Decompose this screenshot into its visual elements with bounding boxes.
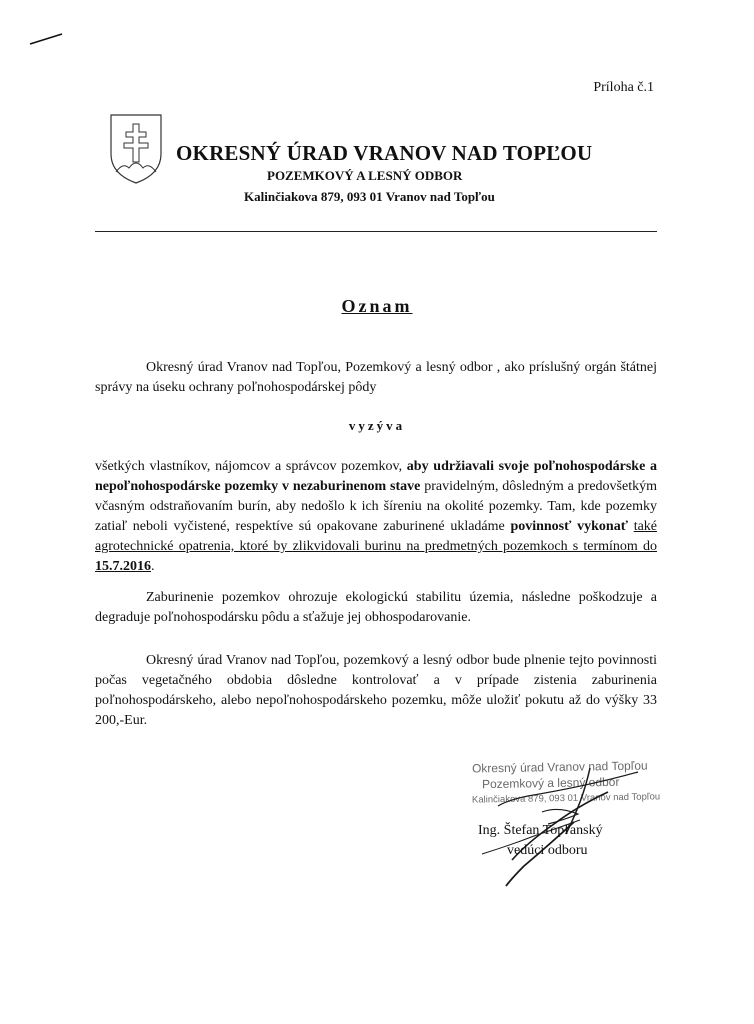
main-text-2: pravidelným, dôsledným a predovšetkým včasným odstraňovaním burín, aby nedošlo k ich šíreniu na okolité pozemky. Tam, kde pozemky zatiaľ neboli vyčistené, respektíve sú opakovane zaburinené ukladáme xyxy=(95,479,657,534)
main-bold-2: povinnosť vykonať xyxy=(510,519,628,534)
stamp-line-1: Okresný úrad Vranov nad Topľou xyxy=(471,758,648,776)
call-heading: vyzýva xyxy=(348,418,406,433)
main-bold-1: aby udržiavali svoje poľnohospodárske a nepoľnohospodárske pozemky v nezaburinenom stave xyxy=(95,459,657,494)
ecology-paragraph: Zaburinenie pozemkov ohrozuje ekologickú stabilitu územia, následne poškodzuje a degraduje poľnohospodársku pôdu a sťažuje jej obhospodarovanie. xyxy=(95,590,657,625)
header-divider xyxy=(95,231,657,232)
office-address: Kalinčiakova 879, 093 01 Vranov nad Topľou xyxy=(244,189,495,204)
notice-title: Oznam xyxy=(341,296,413,316)
main-paragraph xyxy=(95,457,657,577)
main-underlined: také agrotechnické opatrenia, ktoré by zlikvidovali burinu na predmetných pozemkoch s termínom do xyxy=(95,519,658,554)
office-title: OKRESNÝ ÚRAD VRANOV NAD TOPĽOU xyxy=(176,141,593,165)
signer-name: Ing. Štefan Topľanský xyxy=(478,823,603,838)
appendix-label: Príloha č.1 xyxy=(593,80,654,95)
intro-paragraph: Okresný úrad Vranov nad Topľou, Pozemkový a lesný odbor , ako príslušný orgán štátnej správy na úseku ochrany poľnohospodárskej pôdy xyxy=(95,360,657,395)
main-text-1: všetkých vlastníkov, nájomcov a správcov pozemkov, xyxy=(95,459,407,474)
main-text-4: . xyxy=(151,559,155,574)
coat-of-arms-icon xyxy=(108,112,164,186)
stamp-line-3: Kalinčiakova 879, 093 01 Vranov nad Topľou xyxy=(471,791,661,806)
scan-mark xyxy=(28,30,64,48)
control-paragraph: Okresný úrad Vranov nad Topľou, pozemkový a lesný odbor bude plnenie tejto povinnosti počas vegetačného obdobia dôsledne kontrolovať a v prípade zistenia zaburinenia poľnohospodárskeho, alebo nepoľnohospodárskeho pozemku, môže uložiť pokutu až do výšky 33 200,-Eur. xyxy=(95,653,657,728)
stamp-line-2: Pozemkový a lesný odbor xyxy=(481,774,620,792)
deadline-date: 15.7.2016 xyxy=(95,559,151,574)
signer-role: vedúci odboru xyxy=(507,843,588,858)
department-name: POZEMKOVÝ A LESNÝ ODBOR xyxy=(267,168,463,183)
